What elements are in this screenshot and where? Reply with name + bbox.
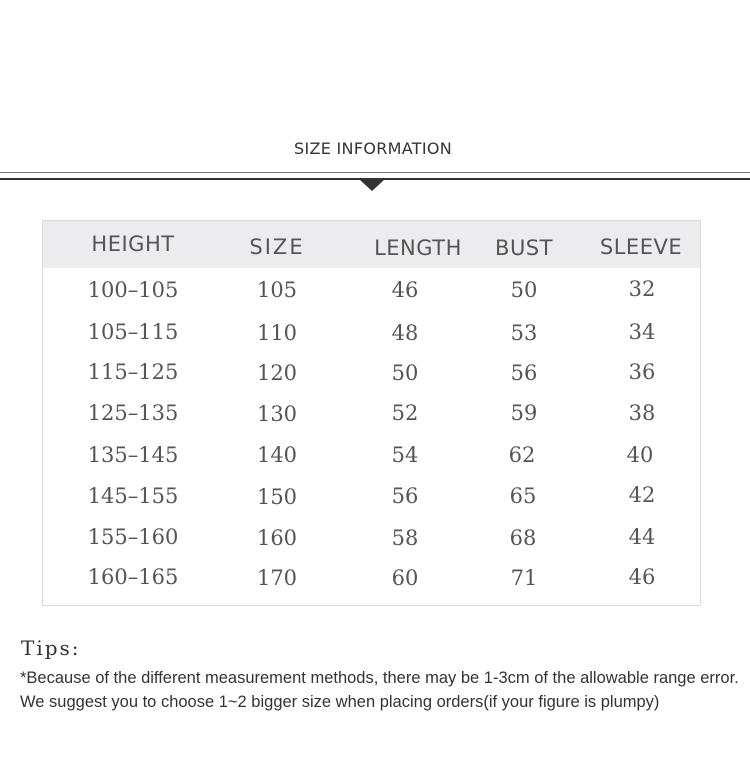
section-title: SIZE INFORMATION: [294, 139, 452, 158]
column-header-bust: BUST: [495, 236, 553, 260]
down-pointer-icon: [360, 180, 384, 191]
cell-length: 58: [391, 526, 419, 550]
cell-sleeve: 36: [628, 360, 656, 384]
cell-bust: 53: [510, 321, 538, 345]
cell-bust: 62: [508, 443, 536, 467]
cell-size: 110: [256, 321, 298, 345]
cell-sleeve: 32: [628, 277, 656, 301]
tips-title: Tips:: [21, 636, 81, 660]
cell-length: 56: [391, 484, 419, 508]
cell-sleeve: 46: [628, 565, 656, 589]
cell-size: 160: [256, 526, 298, 550]
cell-sleeve: 42: [628, 483, 656, 507]
size-table: [42, 220, 701, 606]
cell-height: 125–135: [87, 401, 179, 425]
cell-bust: 71: [510, 566, 538, 590]
column-header-height: HEIGHT: [91, 232, 175, 256]
column-header-sleeve: SLEEVE: [599, 235, 683, 259]
cell-bust: 65: [509, 484, 537, 508]
cell-length: 48: [391, 321, 419, 345]
cell-sleeve: 40: [626, 443, 654, 467]
cell-bust: 56: [510, 361, 538, 385]
tip-size-suggestion: We suggest you to choose 1~2 bigger size when placing orders(if your figure is plumpy): [20, 693, 660, 711]
cell-size: 140: [256, 443, 298, 467]
cell-height: 105–115: [87, 320, 179, 344]
cell-height: 135–145: [87, 443, 179, 467]
divider-line-thin: [0, 172, 750, 173]
tip-measurement-note: *Because of the different measurement methods, there may be 1-3cm of the allowable range error.: [20, 669, 739, 687]
cell-height: 160–165: [87, 565, 179, 589]
column-header-length: LENGTH: [374, 236, 462, 260]
cell-sleeve: 38: [628, 401, 656, 425]
cell-size: 170: [256, 566, 298, 590]
cell-bust: 68: [509, 526, 537, 550]
cell-bust: 50: [510, 278, 538, 302]
cell-sleeve: 44: [628, 525, 656, 549]
cell-length: 50: [391, 361, 419, 385]
cell-size: 105: [256, 278, 298, 302]
cell-length: 60: [391, 566, 419, 590]
cell-size: 150: [256, 485, 298, 509]
cell-sleeve: 34: [628, 320, 656, 344]
table-header: [43, 221, 700, 268]
cell-size: 120: [256, 361, 298, 385]
cell-length: 54: [391, 443, 419, 467]
cell-height: 100–105: [87, 278, 179, 302]
column-header-size: SIZE: [249, 235, 305, 259]
cell-size: 130: [256, 402, 298, 426]
cell-length: 46: [391, 278, 419, 302]
cell-length: 52: [391, 401, 419, 425]
cell-bust: 59: [510, 401, 538, 425]
cell-height: 145–155: [87, 484, 179, 508]
cell-height: 155–160: [87, 525, 179, 549]
cell-height: 115–125: [87, 360, 179, 384]
